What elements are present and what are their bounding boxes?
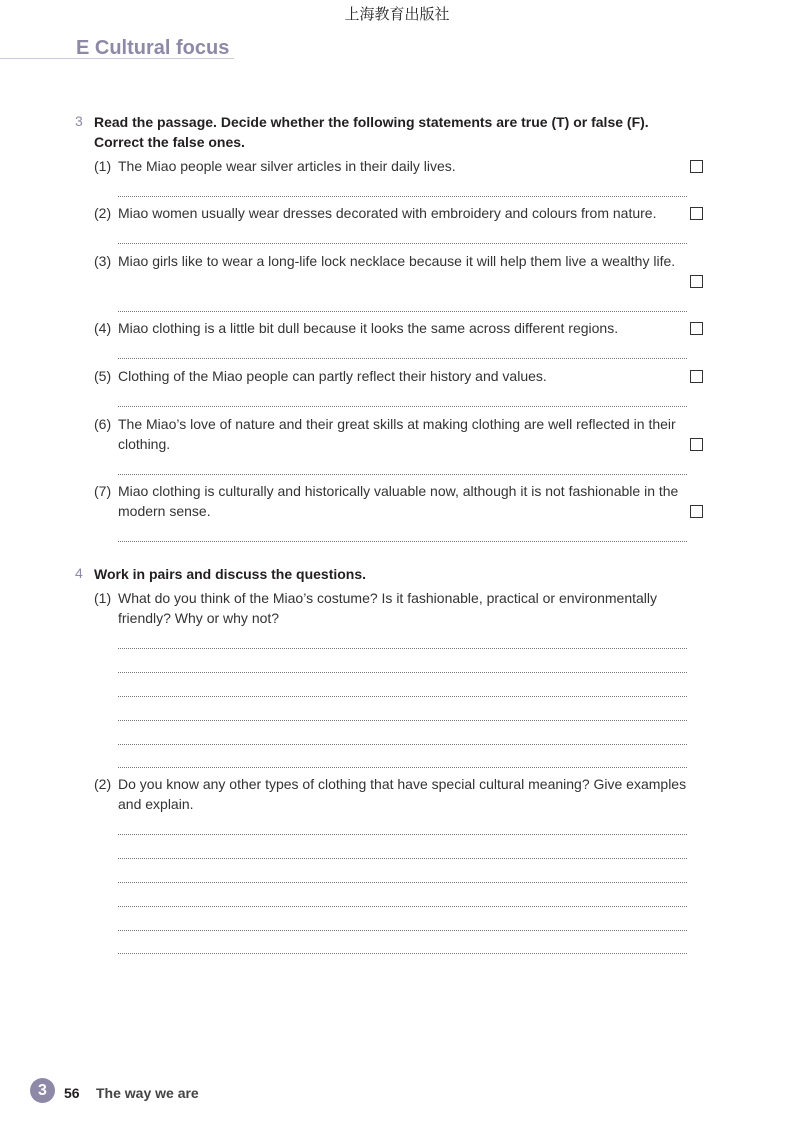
statement-number: (4) xyxy=(94,320,112,336)
true-false-checkbox-5[interactable] xyxy=(690,370,703,383)
true-false-checkbox-1[interactable] xyxy=(690,160,703,173)
correction-line-1[interactable] xyxy=(118,196,687,197)
statement-3 xyxy=(94,251,680,271)
true-false-checkbox-2[interactable] xyxy=(690,207,703,220)
true-false-checkbox-7[interactable] xyxy=(690,505,703,518)
task-4-instruction: Work in pairs and discuss the questions. xyxy=(94,566,367,582)
statement-text: The Miao people wear silver articles in their daily lives. xyxy=(118,158,456,174)
task-3-instruction xyxy=(94,112,694,152)
statement-number: (7) xyxy=(94,483,112,499)
statement-number: (6) xyxy=(94,416,112,432)
true-false-checkbox-6[interactable] xyxy=(690,438,703,451)
answer-line[interactable] xyxy=(118,834,687,835)
unit-title: The way we are xyxy=(96,1085,199,1101)
statement-number: (5) xyxy=(94,368,112,384)
answer-line[interactable] xyxy=(118,858,687,859)
task-4-number: 4 xyxy=(75,565,83,581)
correction-line-6[interactable] xyxy=(118,474,687,475)
answer-line[interactable] xyxy=(118,882,687,883)
section-title: E Cultural focus xyxy=(76,37,230,59)
correction-line-7[interactable] xyxy=(118,541,687,542)
statement-text: Clothing of the Miao people can partly reflect their history and values. xyxy=(118,368,547,384)
correction-line-5[interactable] xyxy=(118,406,687,407)
task-3-instruction-line-1: Read the passage. Decide whether the following statements are true (T) or false (F). xyxy=(94,114,649,130)
question-number: (2) xyxy=(94,776,112,792)
statement-4 xyxy=(94,318,680,338)
section-divider xyxy=(0,58,234,59)
answer-line[interactable] xyxy=(118,906,687,907)
answer-line[interactable] xyxy=(118,696,687,697)
question-text: What do you think of the Miao’s costume? Is it fashionable, practical or environmentally friendly? Why or why not? xyxy=(118,590,658,626)
statement-6 xyxy=(94,414,680,454)
statement-text: Miao women usually wear dresses decorated with embroidery and colours from nature. xyxy=(118,205,657,221)
page-number: 56 xyxy=(64,1085,80,1101)
answer-line[interactable] xyxy=(118,930,687,931)
answer-line[interactable] xyxy=(118,648,687,649)
true-false-checkbox-4[interactable] xyxy=(690,322,703,335)
statement-number: (1) xyxy=(94,158,112,174)
question-text: Do you know any other types of clothing that have special cultural meaning? Give examples and explain. xyxy=(118,776,687,812)
statement-1 xyxy=(94,156,680,176)
task-3-instruction-line-2: Correct the false ones. xyxy=(94,134,245,150)
answer-line[interactable] xyxy=(118,767,687,768)
statement-text: Miao clothing is a little bit dull because it looks the same across different regions. xyxy=(118,320,619,336)
answer-line[interactable] xyxy=(118,720,687,721)
answer-line[interactable] xyxy=(118,672,687,673)
statement-5 xyxy=(94,366,680,386)
unit-number-badge: 3 xyxy=(30,1078,55,1103)
correction-line-3[interactable] xyxy=(118,311,687,312)
statement-text: The Miao’s love of nature and their great skills at making clothing are well reflected in their clothing. xyxy=(118,416,676,452)
true-false-checkbox-3[interactable] xyxy=(690,275,703,288)
publisher-name: 上海教育出版社 xyxy=(344,5,450,23)
statement-text: Miao girls like to wear a long-life lock necklace because it will help them live a wealthy life. xyxy=(118,253,676,269)
question-number: (1) xyxy=(94,590,112,606)
task-3-number: 3 xyxy=(75,113,83,129)
statement-7 xyxy=(94,481,680,521)
correction-line-2[interactable] xyxy=(118,243,687,244)
discussion-question-1 xyxy=(94,588,680,628)
answer-line[interactable] xyxy=(118,744,687,745)
correction-line-4[interactable] xyxy=(118,358,687,359)
statement-text: Miao clothing is culturally and historically valuable now, although it is not fashionable in the modern sense. xyxy=(118,483,679,519)
statement-number: (2) xyxy=(94,205,112,221)
statement-number: (3) xyxy=(94,253,112,269)
discussion-question-2 xyxy=(94,774,709,814)
answer-line[interactable] xyxy=(118,953,687,954)
statement-2 xyxy=(94,203,709,223)
